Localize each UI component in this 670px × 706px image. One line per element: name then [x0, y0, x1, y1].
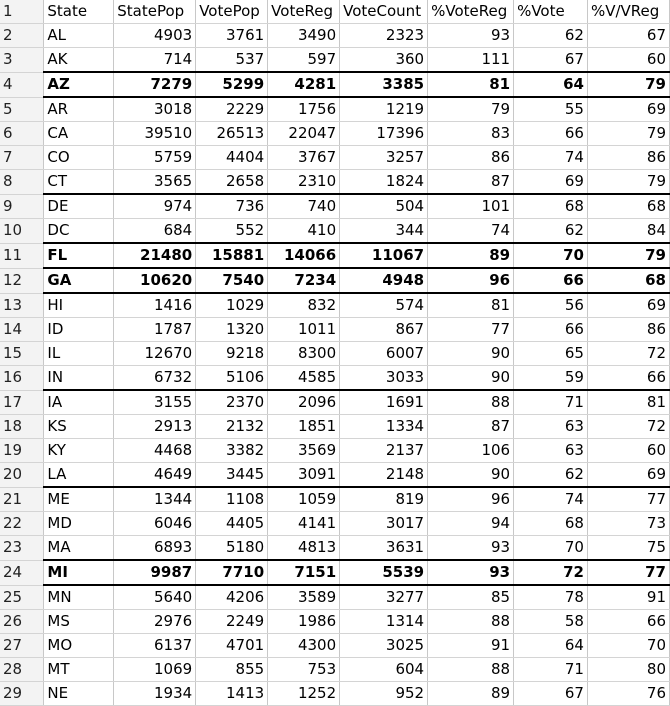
cell-pct-vote[interactable]: 70 [514, 536, 588, 561]
table-row [0, 72, 670, 97]
cell-pct-v-vreg[interactable]: 67 [587, 24, 669, 48]
cell-pct-v-vreg[interactable]: 69 [587, 97, 669, 122]
cell-votepop[interactable]: 4206 [196, 585, 268, 610]
cell-votereg[interactable]: 3569 [268, 439, 340, 463]
row-number[interactable]: 5 [0, 97, 44, 122]
cell-pct-votereg[interactable]: 106 [428, 439, 514, 463]
cell-votereg[interactable]: 1011 [268, 318, 340, 342]
row-number[interactable]: 11 [0, 243, 44, 268]
cell-votereg[interactable]: 4281 [268, 72, 340, 97]
table-row [0, 610, 670, 634]
cell-pct-vote[interactable]: 68 [514, 194, 588, 219]
cell-statepop[interactable]: 39510 [114, 122, 196, 146]
cell-votereg[interactable]: 3589 [268, 585, 340, 610]
cell-state[interactable]: IN [44, 366, 114, 391]
table-row [0, 146, 670, 170]
column-header-pct-vote[interactable]: %Vote [514, 0, 588, 24]
cell-pct-vote[interactable]: 65 [514, 342, 588, 366]
cell-pct-votereg[interactable]: 111 [428, 48, 514, 73]
cell-votepop[interactable]: 7540 [196, 268, 268, 293]
cell-pct-vote[interactable]: 67 [514, 682, 588, 706]
row-number[interactable]: 6 [0, 122, 44, 146]
cell-pct-v-vreg[interactable]: 69 [587, 463, 669, 488]
cell-pct-v-vreg[interactable]: 72 [587, 342, 669, 366]
cell-pct-vote[interactable]: 78 [514, 585, 588, 610]
cell-pct-v-vreg[interactable]: 75 [587, 536, 669, 561]
row-number[interactable]: 23 [0, 536, 44, 561]
cell-state[interactable]: ME [44, 487, 114, 512]
cell-statepop[interactable]: 1344 [114, 487, 196, 512]
cell-votecount[interactable]: 3257 [340, 146, 428, 170]
row-number[interactable]: 12 [0, 268, 44, 293]
cell-pct-votereg[interactable]: 89 [428, 682, 514, 706]
cell-votepop[interactable]: 4404 [196, 146, 268, 170]
cell-pct-vote[interactable]: 72 [514, 560, 588, 585]
cell-votereg[interactable]: 14066 [268, 243, 340, 268]
row-number[interactable]: 9 [0, 194, 44, 219]
cell-state[interactable]: LA [44, 463, 114, 488]
cell-votepop[interactable]: 3445 [196, 463, 268, 488]
cell-votepop[interactable]: 2132 [196, 415, 268, 439]
cell-pct-vote[interactable]: 71 [514, 390, 588, 415]
cell-votecount[interactable]: 1824 [340, 170, 428, 195]
table-row [0, 243, 670, 268]
cell-pct-votereg[interactable]: 89 [428, 243, 514, 268]
cell-votepop[interactable]: 537 [196, 48, 268, 73]
cell-statepop[interactable]: 1934 [114, 682, 196, 706]
cell-state[interactable]: CO [44, 146, 114, 170]
cell-pct-vote[interactable]: 62 [514, 463, 588, 488]
row-number[interactable]: 8 [0, 170, 44, 195]
cell-pct-v-vreg[interactable]: 79 [587, 72, 669, 97]
cell-pct-v-vreg[interactable]: 79 [587, 170, 669, 195]
table-row [0, 585, 670, 610]
cell-votereg[interactable]: 1851 [268, 415, 340, 439]
cell-votecount[interactable]: 867 [340, 318, 428, 342]
cell-statepop[interactable]: 3565 [114, 170, 196, 195]
cell-votecount[interactable]: 1314 [340, 610, 428, 634]
cell-pct-votereg[interactable]: 90 [428, 463, 514, 488]
column-header-pct-v-vreg[interactable]: %V/VReg [587, 0, 669, 24]
cell-votecount[interactable]: 11067 [340, 243, 428, 268]
cell-pct-v-vreg[interactable]: 60 [587, 439, 669, 463]
cell-statepop[interactable]: 5759 [114, 146, 196, 170]
cell-votepop[interactable]: 2658 [196, 170, 268, 195]
cell-pct-votereg[interactable]: 93 [428, 536, 514, 561]
cell-pct-v-vreg[interactable]: 79 [587, 122, 669, 146]
cell-votepop[interactable]: 3382 [196, 439, 268, 463]
cell-votecount[interactable]: 3385 [340, 72, 428, 97]
cell-statepop[interactable]: 2976 [114, 610, 196, 634]
cell-pct-votereg[interactable]: 94 [428, 512, 514, 536]
cell-state[interactable]: FL [44, 243, 114, 268]
cell-statepop[interactable]: 5640 [114, 585, 196, 610]
cell-votereg[interactable]: 3767 [268, 146, 340, 170]
row-number[interactable]: 4 [0, 72, 44, 97]
cell-pct-vote[interactable]: 64 [514, 634, 588, 658]
cell-state[interactable]: NE [44, 682, 114, 706]
cell-state[interactable]: IA [44, 390, 114, 415]
cell-statepop[interactable]: 1416 [114, 293, 196, 318]
cell-pct-votereg[interactable]: 93 [428, 560, 514, 585]
cell-votecount[interactable]: 1691 [340, 390, 428, 415]
cell-state[interactable]: GA [44, 268, 114, 293]
cell-pct-votereg[interactable]: 85 [428, 585, 514, 610]
cell-statepop[interactable]: 1787 [114, 318, 196, 342]
cell-pct-votereg[interactable]: 88 [428, 610, 514, 634]
cell-votepop[interactable]: 7710 [196, 560, 268, 585]
cell-votereg[interactable]: 2096 [268, 390, 340, 415]
table-row [0, 342, 670, 366]
cell-pct-vote[interactable]: 66 [514, 318, 588, 342]
table-row [0, 170, 670, 195]
cell-votepop[interactable]: 3761 [196, 24, 268, 48]
cell-votepop[interactable]: 1108 [196, 487, 268, 512]
table-row [0, 97, 670, 122]
cell-statepop[interactable]: 3018 [114, 97, 196, 122]
cell-statepop[interactable]: 12670 [114, 342, 196, 366]
cell-state[interactable]: DE [44, 194, 114, 219]
cell-votepop[interactable]: 1029 [196, 293, 268, 318]
cell-state[interactable]: ID [44, 318, 114, 342]
table-row [0, 463, 670, 488]
cell-pct-vote[interactable]: 69 [514, 170, 588, 195]
cell-votepop[interactable]: 2249 [196, 610, 268, 634]
cell-votereg[interactable]: 7151 [268, 560, 340, 585]
cell-statepop[interactable]: 9987 [114, 560, 196, 585]
cell-pct-v-vreg[interactable]: 80 [587, 658, 669, 682]
cell-state[interactable]: MT [44, 658, 114, 682]
table-row [0, 318, 670, 342]
cell-pct-vote[interactable]: 55 [514, 97, 588, 122]
cell-votereg[interactable]: 1252 [268, 682, 340, 706]
cell-pct-votereg[interactable]: 83 [428, 122, 514, 146]
row-number[interactable]: 26 [0, 610, 44, 634]
cell-votecount[interactable]: 2323 [340, 24, 428, 48]
cell-state[interactable]: AK [44, 48, 114, 73]
cell-votecount[interactable]: 3025 [340, 634, 428, 658]
cell-pct-vote[interactable]: 59 [514, 366, 588, 391]
row-number[interactable]: 18 [0, 415, 44, 439]
cell-votereg[interactable]: 1059 [268, 487, 340, 512]
cell-statepop[interactable]: 3155 [114, 390, 196, 415]
cell-state[interactable]: MS [44, 610, 114, 634]
cell-state[interactable]: MA [44, 536, 114, 561]
cell-votereg[interactable]: 8300 [268, 342, 340, 366]
cell-votepop[interactable]: 1320 [196, 318, 268, 342]
table-row [0, 634, 670, 658]
cell-statepop[interactable]: 684 [114, 219, 196, 244]
cell-pct-vote[interactable]: 74 [514, 146, 588, 170]
column-header-statepop[interactable]: StatePop [114, 0, 196, 24]
cell-pct-vote[interactable]: 67 [514, 48, 588, 73]
cell-pct-votereg[interactable]: 90 [428, 342, 514, 366]
table-row [0, 219, 670, 244]
cell-votecount[interactable]: 574 [340, 293, 428, 318]
cell-statepop[interactable]: 974 [114, 194, 196, 219]
table-row [0, 194, 670, 219]
cell-statepop[interactable]: 7279 [114, 72, 196, 97]
cell-state[interactable]: CT [44, 170, 114, 195]
cell-pct-v-vreg[interactable]: 73 [587, 512, 669, 536]
cell-pct-vote[interactable]: 66 [514, 122, 588, 146]
cell-pct-vote[interactable]: 58 [514, 610, 588, 634]
cell-pct-votereg[interactable]: 81 [428, 72, 514, 97]
cell-pct-vote[interactable]: 74 [514, 487, 588, 512]
column-header-pct-votereg[interactable]: %VoteReg [428, 0, 514, 24]
cell-votereg[interactable]: 2310 [268, 170, 340, 195]
cell-votepop[interactable]: 9218 [196, 342, 268, 366]
cell-pct-votereg[interactable]: 93 [428, 24, 514, 48]
cell-statepop[interactable]: 2913 [114, 415, 196, 439]
cell-pct-vote[interactable]: 68 [514, 512, 588, 536]
table-row [0, 293, 670, 318]
cell-pct-v-vreg[interactable]: 70 [587, 634, 669, 658]
cell-votepop[interactable]: 2229 [196, 97, 268, 122]
cell-pct-vote[interactable]: 70 [514, 243, 588, 268]
cell-votecount[interactable]: 3277 [340, 585, 428, 610]
table-row [0, 658, 670, 682]
cell-pct-vote[interactable]: 64 [514, 72, 588, 97]
cell-statepop[interactable]: 6046 [114, 512, 196, 536]
cell-statepop[interactable]: 4903 [114, 24, 196, 48]
cell-pct-votereg[interactable]: 86 [428, 146, 514, 170]
cell-votepop[interactable]: 4701 [196, 634, 268, 658]
cell-statepop[interactable]: 1069 [114, 658, 196, 682]
cell-votecount[interactable]: 2148 [340, 463, 428, 488]
cell-pct-votereg[interactable]: 90 [428, 366, 514, 391]
cell-state[interactable]: IL [44, 342, 114, 366]
cell-state[interactable]: HI [44, 293, 114, 318]
cell-state[interactable]: MN [44, 585, 114, 610]
cell-votecount[interactable]: 3033 [340, 366, 428, 391]
cell-state[interactable]: MI [44, 560, 114, 585]
cell-statepop[interactable]: 6893 [114, 536, 196, 561]
row-number[interactable]: 22 [0, 512, 44, 536]
row-number[interactable]: 25 [0, 585, 44, 610]
cell-pct-v-vreg[interactable]: 79 [587, 243, 669, 268]
cell-state[interactable]: MO [44, 634, 114, 658]
row-number[interactable]: 16 [0, 366, 44, 391]
table-row [0, 366, 670, 391]
table-row [0, 512, 670, 536]
table-row [0, 439, 670, 463]
cell-votecount[interactable]: 17396 [340, 122, 428, 146]
row-number[interactable]: 24 [0, 560, 44, 585]
cell-votecount[interactable]: 604 [340, 658, 428, 682]
cell-votereg[interactable]: 1756 [268, 97, 340, 122]
cell-pct-v-vreg[interactable]: 68 [587, 194, 669, 219]
cell-state[interactable]: DC [44, 219, 114, 244]
cell-pct-votereg[interactable]: 101 [428, 194, 514, 219]
cell-pct-votereg[interactable]: 96 [428, 268, 514, 293]
table-row [0, 415, 670, 439]
cell-votecount[interactable]: 3017 [340, 512, 428, 536]
cell-votecount[interactable]: 2137 [340, 439, 428, 463]
cell-statepop[interactable]: 21480 [114, 243, 196, 268]
row-number[interactable]: 20 [0, 463, 44, 488]
cell-state[interactable]: AR [44, 97, 114, 122]
cell-pct-v-vreg[interactable]: 77 [587, 487, 669, 512]
row-number[interactable]: 28 [0, 658, 44, 682]
cell-statepop[interactable]: 6137 [114, 634, 196, 658]
cell-votereg[interactable]: 4300 [268, 634, 340, 658]
table-row [0, 390, 670, 415]
row-number[interactable]: 17 [0, 390, 44, 415]
row-number[interactable]: 14 [0, 318, 44, 342]
cell-votecount[interactable]: 3631 [340, 536, 428, 561]
table-row [0, 122, 670, 146]
cell-votepop[interactable]: 855 [196, 658, 268, 682]
cell-votecount[interactable]: 952 [340, 682, 428, 706]
cell-votereg[interactable]: 740 [268, 194, 340, 219]
row-number[interactable]: 19 [0, 439, 44, 463]
cell-state[interactable]: AL [44, 24, 114, 48]
cell-statepop[interactable]: 4649 [114, 463, 196, 488]
row-number[interactable]: 13 [0, 293, 44, 318]
cell-pct-v-vreg[interactable]: 77 [587, 560, 669, 585]
cell-pct-v-vreg[interactable]: 60 [587, 48, 669, 73]
cell-pct-vote[interactable]: 63 [514, 439, 588, 463]
cell-pct-v-vreg[interactable]: 81 [587, 390, 669, 415]
cell-votereg[interactable]: 753 [268, 658, 340, 682]
cell-pct-votereg[interactable]: 87 [428, 415, 514, 439]
cell-votepop[interactable]: 552 [196, 219, 268, 244]
cell-votecount[interactable]: 360 [340, 48, 428, 73]
cell-pct-votereg[interactable]: 88 [428, 658, 514, 682]
cell-votecount[interactable]: 1334 [340, 415, 428, 439]
cell-votecount[interactable]: 4948 [340, 268, 428, 293]
cell-pct-v-vreg[interactable]: 72 [587, 415, 669, 439]
table-row [0, 24, 670, 48]
cell-statepop[interactable]: 10620 [114, 268, 196, 293]
cell-pct-votereg[interactable]: 79 [428, 97, 514, 122]
cell-votereg[interactable]: 597 [268, 48, 340, 73]
row-number[interactable]: 2 [0, 24, 44, 48]
table-row [0, 268, 670, 293]
cell-pct-v-vreg[interactable]: 76 [587, 682, 669, 706]
table-row [0, 536, 670, 561]
cell-votereg[interactable]: 832 [268, 293, 340, 318]
column-header-votereg[interactable]: VoteReg [268, 0, 340, 24]
cell-votereg[interactable]: 7234 [268, 268, 340, 293]
cell-pct-vote[interactable]: 66 [514, 268, 588, 293]
column-header-state[interactable]: State [44, 0, 114, 24]
row-number-1[interactable]: 1 [0, 0, 44, 24]
cell-votepop[interactable]: 5180 [196, 536, 268, 561]
cell-votecount[interactable]: 819 [340, 487, 428, 512]
cell-state[interactable]: KY [44, 439, 114, 463]
cell-pct-vote[interactable]: 63 [514, 415, 588, 439]
cell-state[interactable]: AZ [44, 72, 114, 97]
cell-votecount[interactable]: 504 [340, 194, 428, 219]
cell-votereg[interactable]: 1986 [268, 610, 340, 634]
row-number[interactable]: 21 [0, 487, 44, 512]
row-number[interactable]: 10 [0, 219, 44, 244]
table-row [0, 48, 670, 73]
cell-votecount[interactable]: 5539 [340, 560, 428, 585]
cell-votepop[interactable]: 4405 [196, 512, 268, 536]
cell-statepop[interactable]: 6732 [114, 366, 196, 391]
cell-votepop[interactable]: 5106 [196, 366, 268, 391]
table-row [0, 682, 670, 706]
cell-votecount[interactable]: 344 [340, 219, 428, 244]
cell-pct-votereg[interactable]: 91 [428, 634, 514, 658]
cell-pct-vote[interactable]: 62 [514, 24, 588, 48]
cell-votereg[interactable]: 4585 [268, 366, 340, 391]
row-number[interactable]: 3 [0, 48, 44, 73]
cell-pct-v-vreg[interactable]: 68 [587, 268, 669, 293]
cell-pct-votereg[interactable]: 74 [428, 219, 514, 244]
column-header-votepop[interactable]: VotePop [196, 0, 268, 24]
cell-pct-v-vreg[interactable]: 66 [587, 366, 669, 391]
cell-state[interactable]: MD [44, 512, 114, 536]
cell-votereg[interactable]: 410 [268, 219, 340, 244]
cell-votepop[interactable]: 5299 [196, 72, 268, 97]
cell-pct-v-vreg[interactable]: 66 [587, 610, 669, 634]
cell-votereg[interactable]: 4813 [268, 536, 340, 561]
cell-pct-votereg[interactable]: 87 [428, 170, 514, 195]
cell-votepop[interactable]: 736 [196, 194, 268, 219]
row-number[interactable]: 27 [0, 634, 44, 658]
cell-pct-vote[interactable]: 71 [514, 658, 588, 682]
cell-pct-votereg[interactable]: 88 [428, 390, 514, 415]
cell-pct-v-vreg[interactable]: 84 [587, 219, 669, 244]
cell-pct-v-vreg[interactable]: 86 [587, 146, 669, 170]
cell-pct-vote[interactable]: 56 [514, 293, 588, 318]
cell-votereg[interactable]: 4141 [268, 512, 340, 536]
cell-votepop[interactable]: 15881 [196, 243, 268, 268]
cell-pct-votereg[interactable]: 81 [428, 293, 514, 318]
cell-state[interactable]: KS [44, 415, 114, 439]
row-number[interactable]: 15 [0, 342, 44, 366]
cell-votepop[interactable]: 1413 [196, 682, 268, 706]
cell-votereg[interactable]: 3490 [268, 24, 340, 48]
cell-votecount[interactable]: 1219 [340, 97, 428, 122]
cell-votepop[interactable]: 2370 [196, 390, 268, 415]
row-number[interactable]: 7 [0, 146, 44, 170]
cell-pct-votereg[interactable]: 96 [428, 487, 514, 512]
cell-statepop[interactable]: 714 [114, 48, 196, 73]
cell-votepop[interactable]: 26513 [196, 122, 268, 146]
cell-votecount[interactable]: 6007 [340, 342, 428, 366]
table-row [0, 487, 670, 512]
cell-statepop[interactable]: 4468 [114, 439, 196, 463]
cell-pct-v-vreg[interactable]: 91 [587, 585, 669, 610]
row-number[interactable]: 29 [0, 682, 44, 706]
column-header-votecount[interactable]: VoteCount [340, 0, 428, 24]
cell-pct-votereg[interactable]: 77 [428, 318, 514, 342]
cell-pct-v-vreg[interactable]: 86 [587, 318, 669, 342]
cell-state[interactable]: CA [44, 122, 114, 146]
cell-pct-v-vreg[interactable]: 69 [587, 293, 669, 318]
table-row [0, 560, 670, 585]
header-row [0, 0, 670, 24]
cell-votereg[interactable]: 3091 [268, 463, 340, 488]
cell-pct-vote[interactable]: 62 [514, 219, 588, 244]
cell-votereg[interactable]: 22047 [268, 122, 340, 146]
